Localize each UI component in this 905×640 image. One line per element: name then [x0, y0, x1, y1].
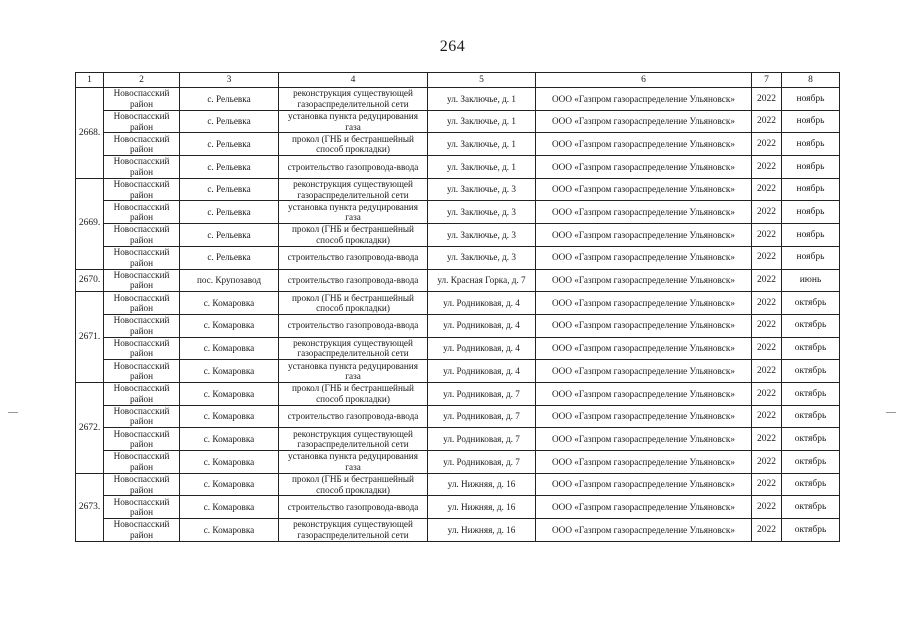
- work-cell: реконструкция существующей газораспределительной сети: [279, 337, 428, 360]
- settlement-cell: с. Комаровка: [180, 451, 279, 474]
- organization-cell: ООО «Газпром газораспределение Ульяновск»: [536, 360, 752, 383]
- organization-cell: ООО «Газпром газораспределение Ульяновск»: [536, 201, 752, 224]
- year-cell: 2022: [752, 292, 782, 315]
- month-cell: ноябрь: [782, 178, 840, 201]
- work-cell: реконструкция существующей газораспределительной сети: [279, 519, 428, 542]
- district-cell: Новоспасский район: [104, 246, 180, 269]
- district-cell: Новоспасский район: [104, 428, 180, 451]
- month-cell: октябрь: [782, 519, 840, 542]
- address-cell: ул. Заключье, д. 1: [428, 110, 536, 133]
- table-row: [76, 133, 840, 156]
- work-cell: установка пункта редуцирования газа: [279, 360, 428, 383]
- organization-cell: ООО «Газпром газораспределение Ульяновск»: [536, 110, 752, 133]
- organization-cell: ООО «Газпром газораспределение Ульяновск»: [536, 269, 752, 292]
- address-cell: ул. Родниковая, д. 7: [428, 382, 536, 405]
- year-cell: 2022: [752, 156, 782, 179]
- year-cell: 2022: [752, 451, 782, 474]
- table-row: [76, 201, 840, 224]
- table-row: [76, 88, 840, 111]
- district-cell: Новоспасский район: [104, 360, 180, 383]
- work-cell: строительство газопровода-ввода: [279, 314, 428, 337]
- year-cell: 2022: [752, 496, 782, 519]
- organization-cell: ООО «Газпром газораспределение Ульяновск»: [536, 496, 752, 519]
- settlement-cell: с. Рельевка: [180, 224, 279, 247]
- district-cell: Новоспасский район: [104, 451, 180, 474]
- organization-cell: ООО «Газпром газораспределение Ульяновск»: [536, 292, 752, 315]
- address-cell: ул. Заключье, д. 1: [428, 156, 536, 179]
- work-cell: реконструкция существующей газораспределительной сети: [279, 428, 428, 451]
- organization-cell: ООО «Газпром газораспределение Ульяновск»: [536, 337, 752, 360]
- work-cell: прокол (ГНБ и бестраншейный способ прокладки): [279, 224, 428, 247]
- header-col-6: 6: [536, 73, 752, 88]
- registry-table: [75, 72, 840, 542]
- header-row: [76, 73, 840, 88]
- settlement-cell: с. Рельевка: [180, 156, 279, 179]
- work-cell: реконструкция существующей газораспределительной сети: [279, 88, 428, 111]
- year-cell: 2022: [752, 269, 782, 292]
- organization-cell: ООО «Газпром газораспределение Ульяновск»: [536, 246, 752, 269]
- settlement-cell: с. Комаровка: [180, 382, 279, 405]
- month-cell: ноябрь: [782, 156, 840, 179]
- table-row: [76, 428, 840, 451]
- month-cell: ноябрь: [782, 88, 840, 111]
- table-row: [76, 110, 840, 133]
- address-cell: ул. Заключье, д. 1: [428, 88, 536, 111]
- district-cell: Новоспасский район: [104, 405, 180, 428]
- header-col-5: 5: [428, 73, 536, 88]
- entry-number: 2671.: [76, 292, 104, 383]
- month-cell: июнь: [782, 269, 840, 292]
- settlement-cell: с. Рельевка: [180, 201, 279, 224]
- year-cell: 2022: [752, 178, 782, 201]
- district-cell: Новоспасский район: [104, 269, 180, 292]
- settlement-cell: с. Рельевка: [180, 133, 279, 156]
- table-row: [76, 496, 840, 519]
- month-cell: ноябрь: [782, 133, 840, 156]
- header-col-8: 8: [782, 73, 840, 88]
- address-cell: ул. Заключье, д. 3: [428, 224, 536, 247]
- address-cell: ул. Нижняя, д. 16: [428, 519, 536, 542]
- address-cell: ул. Родниковая, д. 4: [428, 314, 536, 337]
- organization-cell: ООО «Газпром газораспределение Ульяновск»: [536, 451, 752, 474]
- address-cell: ул. Красная Горка, д. 7: [428, 269, 536, 292]
- month-cell: ноябрь: [782, 110, 840, 133]
- year-cell: 2022: [752, 201, 782, 224]
- month-cell: октябрь: [782, 337, 840, 360]
- header-col-2: 2: [104, 73, 180, 88]
- year-cell: 2022: [752, 473, 782, 496]
- table-row: [76, 224, 840, 247]
- settlement-cell: пос. Крупозавод: [180, 269, 279, 292]
- page-number: 264: [439, 38, 466, 55]
- district-cell: Новоспасский район: [104, 496, 180, 519]
- year-cell: 2022: [752, 382, 782, 405]
- district-cell: Новоспасский район: [104, 473, 180, 496]
- settlement-cell: с. Комаровка: [180, 428, 279, 451]
- header-col-3: 3: [180, 73, 279, 88]
- year-cell: 2022: [752, 110, 782, 133]
- settlement-cell: с. Комаровка: [180, 360, 279, 383]
- entry-number: 2673.: [76, 473, 104, 541]
- table-row: [76, 451, 840, 474]
- organization-cell: ООО «Газпром газораспределение Ульяновск»: [536, 428, 752, 451]
- month-cell: октябрь: [782, 451, 840, 474]
- month-cell: октябрь: [782, 496, 840, 519]
- organization-cell: ООО «Газпром газораспределение Ульяновск»: [536, 156, 752, 179]
- work-cell: прокол (ГНБ и бестраншейный способ прокладки): [279, 382, 428, 405]
- entry-number: 2670.: [76, 269, 104, 292]
- district-cell: Новоспасский район: [104, 178, 180, 201]
- address-cell: ул. Родниковая, д. 4: [428, 292, 536, 315]
- organization-cell: ООО «Газпром газораспределение Ульяновск»: [536, 314, 752, 337]
- month-cell: ноябрь: [782, 224, 840, 247]
- entry-number: 2669.: [76, 178, 104, 269]
- table-row: [76, 292, 840, 315]
- header-col-7: 7: [752, 73, 782, 88]
- work-cell: реконструкция существующей газораспределительной сети: [279, 178, 428, 201]
- month-cell: октябрь: [782, 428, 840, 451]
- district-cell: Новоспасский район: [104, 88, 180, 111]
- year-cell: 2022: [752, 133, 782, 156]
- district-cell: Новоспасский район: [104, 337, 180, 360]
- month-cell: октябрь: [782, 473, 840, 496]
- table-row: [76, 360, 840, 383]
- table-row: [76, 382, 840, 405]
- scan-margin-mark-right: [886, 412, 896, 413]
- month-cell: ноябрь: [782, 246, 840, 269]
- work-cell: прокол (ГНБ и бестраншейный способ прокладки): [279, 133, 428, 156]
- settlement-cell: с. Комаровка: [180, 519, 279, 542]
- district-cell: Новоспасский район: [104, 314, 180, 337]
- year-cell: 2022: [752, 337, 782, 360]
- organization-cell: ООО «Газпром газораспределение Ульяновск»: [536, 519, 752, 542]
- settlement-cell: с. Комаровка: [180, 292, 279, 315]
- entry-number: 2668.: [76, 88, 104, 179]
- work-cell: установка пункта редуцирования газа: [279, 110, 428, 133]
- settlement-cell: с. Комаровка: [180, 473, 279, 496]
- district-cell: Новоспасский район: [104, 292, 180, 315]
- year-cell: 2022: [752, 246, 782, 269]
- work-cell: строительство газопровода-ввода: [279, 156, 428, 179]
- address-cell: ул. Родниковая, д. 7: [428, 451, 536, 474]
- year-cell: 2022: [752, 88, 782, 111]
- address-cell: ул. Нижняя, д. 16: [428, 473, 536, 496]
- organization-cell: ООО «Газпром газораспределение Ульяновск»: [536, 133, 752, 156]
- table-row: [76, 337, 840, 360]
- registry-body: [76, 88, 840, 542]
- work-cell: прокол (ГНБ и бестраншейный способ прокладки): [279, 292, 428, 315]
- address-cell: ул. Родниковая, д. 7: [428, 405, 536, 428]
- year-cell: 2022: [752, 360, 782, 383]
- year-cell: 2022: [752, 224, 782, 247]
- address-cell: ул. Заключье, д. 3: [428, 246, 536, 269]
- work-cell: строительство газопровода-ввода: [279, 269, 428, 292]
- table-row: [76, 473, 840, 496]
- work-cell: строительство газопровода-ввода: [279, 246, 428, 269]
- work-cell: строительство газопровода-ввода: [279, 496, 428, 519]
- settlement-cell: с. Комаровка: [180, 405, 279, 428]
- organization-cell: ООО «Газпром газораспределение Ульяновск»: [536, 382, 752, 405]
- month-cell: октябрь: [782, 314, 840, 337]
- table-row: [76, 405, 840, 428]
- address-cell: ул. Родниковая, д. 4: [428, 337, 536, 360]
- table-row: [76, 519, 840, 542]
- entry-number: 2672.: [76, 382, 104, 473]
- district-cell: Новоспасский район: [104, 110, 180, 133]
- address-cell: ул. Родниковая, д. 4: [428, 360, 536, 383]
- settlement-cell: с. Рельевка: [180, 178, 279, 201]
- work-cell: прокол (ГНБ и бестраншейный способ прокладки): [279, 473, 428, 496]
- settlement-cell: с. Рельевка: [180, 88, 279, 111]
- organization-cell: ООО «Газпром газораспределение Ульяновск»: [536, 178, 752, 201]
- district-cell: Новоспасский район: [104, 156, 180, 179]
- work-cell: установка пункта редуцирования газа: [279, 451, 428, 474]
- header-col-4: 4: [279, 73, 428, 88]
- settlement-cell: с. Комаровка: [180, 314, 279, 337]
- month-cell: октябрь: [782, 405, 840, 428]
- address-cell: ул. Заключье, д. 3: [428, 178, 536, 201]
- district-cell: Новоспасский район: [104, 133, 180, 156]
- month-cell: октябрь: [782, 292, 840, 315]
- settlement-cell: с. Комаровка: [180, 496, 279, 519]
- organization-cell: ООО «Газпром газораспределение Ульяновск»: [536, 88, 752, 111]
- table-row: [76, 314, 840, 337]
- header-col-1: 1: [76, 73, 104, 88]
- district-cell: Новоспасский район: [104, 201, 180, 224]
- address-cell: ул. Заключье, д. 3: [428, 201, 536, 224]
- scan-margin-mark-left: [8, 412, 18, 413]
- table-row: [76, 156, 840, 179]
- work-cell: установка пункта редуцирования газа: [279, 201, 428, 224]
- address-cell: ул. Родниковая, д. 7: [428, 428, 536, 451]
- year-cell: 2022: [752, 314, 782, 337]
- table-row: [76, 246, 840, 269]
- organization-cell: ООО «Газпром газораспределение Ульяновск»: [536, 224, 752, 247]
- month-cell: ноябрь: [782, 201, 840, 224]
- work-cell: строительство газопровода-ввода: [279, 405, 428, 428]
- district-cell: Новоспасский район: [104, 224, 180, 247]
- year-cell: 2022: [752, 405, 782, 428]
- month-cell: октябрь: [782, 382, 840, 405]
- year-cell: 2022: [752, 428, 782, 451]
- table-row: [76, 269, 840, 292]
- settlement-cell: с. Рельевка: [180, 110, 279, 133]
- table-row: [76, 178, 840, 201]
- organization-cell: ООО «Газпром газораспределение Ульяновск»: [536, 473, 752, 496]
- address-cell: ул. Нижняя, д. 16: [428, 496, 536, 519]
- district-cell: Новоспасский район: [104, 519, 180, 542]
- settlement-cell: с. Рельевка: [180, 246, 279, 269]
- year-cell: 2022: [752, 519, 782, 542]
- settlement-cell: с. Комаровка: [180, 337, 279, 360]
- month-cell: октябрь: [782, 360, 840, 383]
- organization-cell: ООО «Газпром газораспределение Ульяновск»: [536, 405, 752, 428]
- address-cell: ул. Заключье, д. 1: [428, 133, 536, 156]
- district-cell: Новоспасский район: [104, 382, 180, 405]
